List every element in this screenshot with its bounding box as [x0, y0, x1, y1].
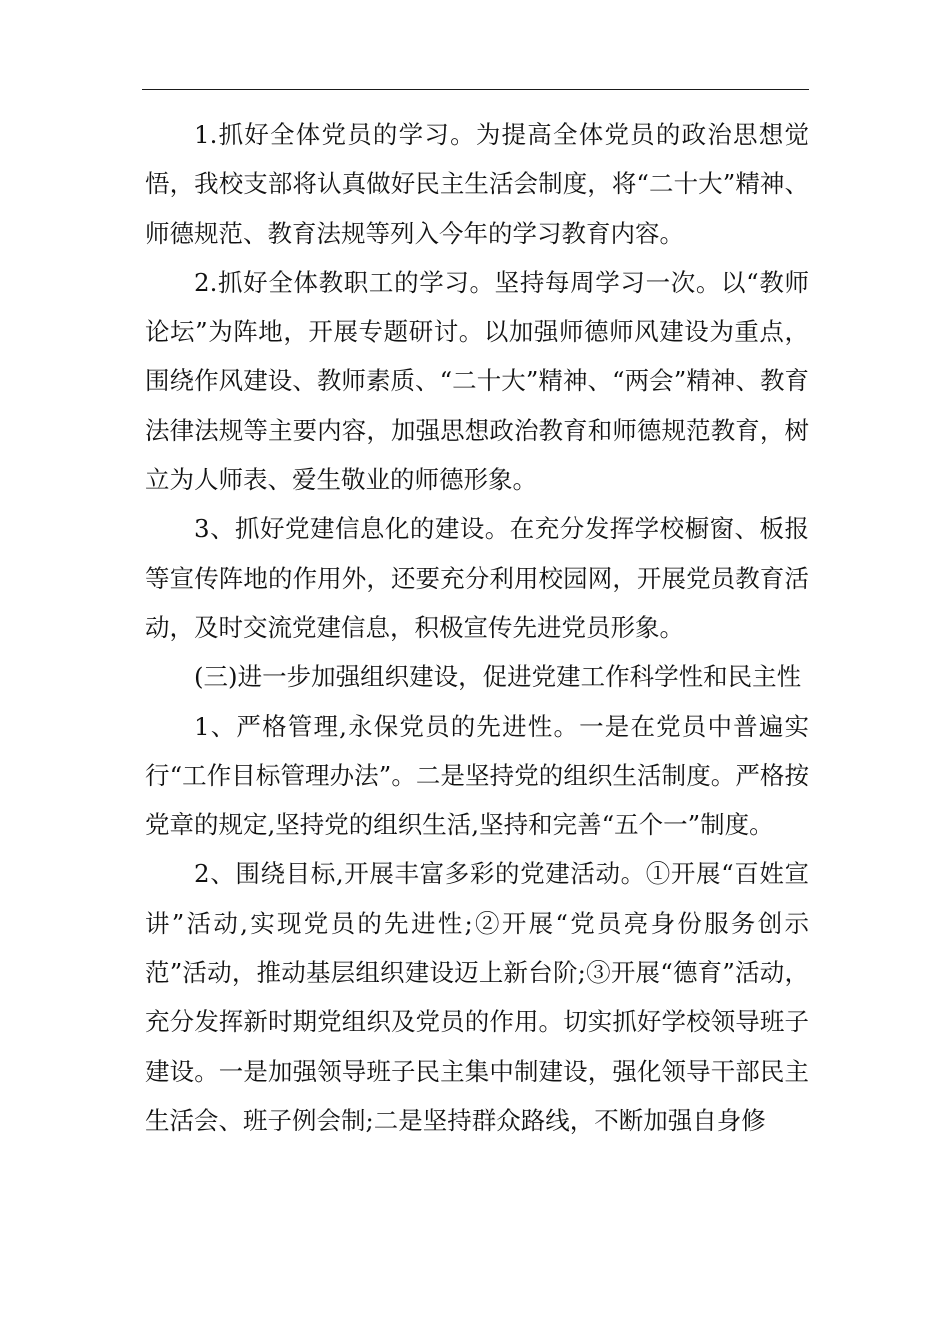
paragraph-strict-management: 1、严格管理,永保党员的先进性。一是在党员中普遍实行“工作目标管理办法”。二是坚持党的组织生活制度。严格按党章的规定,坚持党的组织生活,坚持和完善“五个一”制度。 — [145, 711, 809, 840]
paragraph-study-staff: 2.抓好全体教职工的学习。坚持每周学习一次。以“教师论坛”为阵地，开展专题研讨。以加强师德师风建设为重点，围绕作风建设、教师素质、“二十大”精神、“两会”精神、教育法律法规等主要内容，加强思想政治教育和师德规范教育，树立为人师表、爱生敬业的师德形象。 — [145, 267, 809, 495]
paragraph-study-party-members: 1.抓好全体党员的学习。为提高全体党员的政治思想觉悟，我校支部将认真做好民主生活会制度，将“二十大”精神、师德规范、教育法规等列入今年的学习教育内容。 — [145, 120, 809, 248]
paragraph-party-activities: 2、围绕目标,开展丰富多彩的党建活动。①开展“百姓宣讲”活动,实现党员的先进性;②开展“党员亮身份服务创示范”活动，推动基层组织建设迈上新台阶;③开展“德育”活动，充分发挥新时期党组织及党员的作用。切实抓好学校领导班子建设。一是加强领导班子民主集中制建设，强化领导干部民主生活会、班子例会制;二是坚持群众路线，不断加强自身修 — [145, 859, 809, 1135]
header-rule — [142, 89, 809, 90]
section-heading-organization: (三)进一步加强组织建设，促进党建工作科学性和民主性 — [194, 662, 802, 692]
paragraph-informatization: 3、抓好党建信息化的建设。在充分发挥学校橱窗、板报等宣传阵地的作用外，还要充分利用校园网，开展党员教育活动，及时交流党建信息，积极宣传先进党员形象。 — [145, 514, 809, 642]
document-body — [145, 110, 809, 1145]
